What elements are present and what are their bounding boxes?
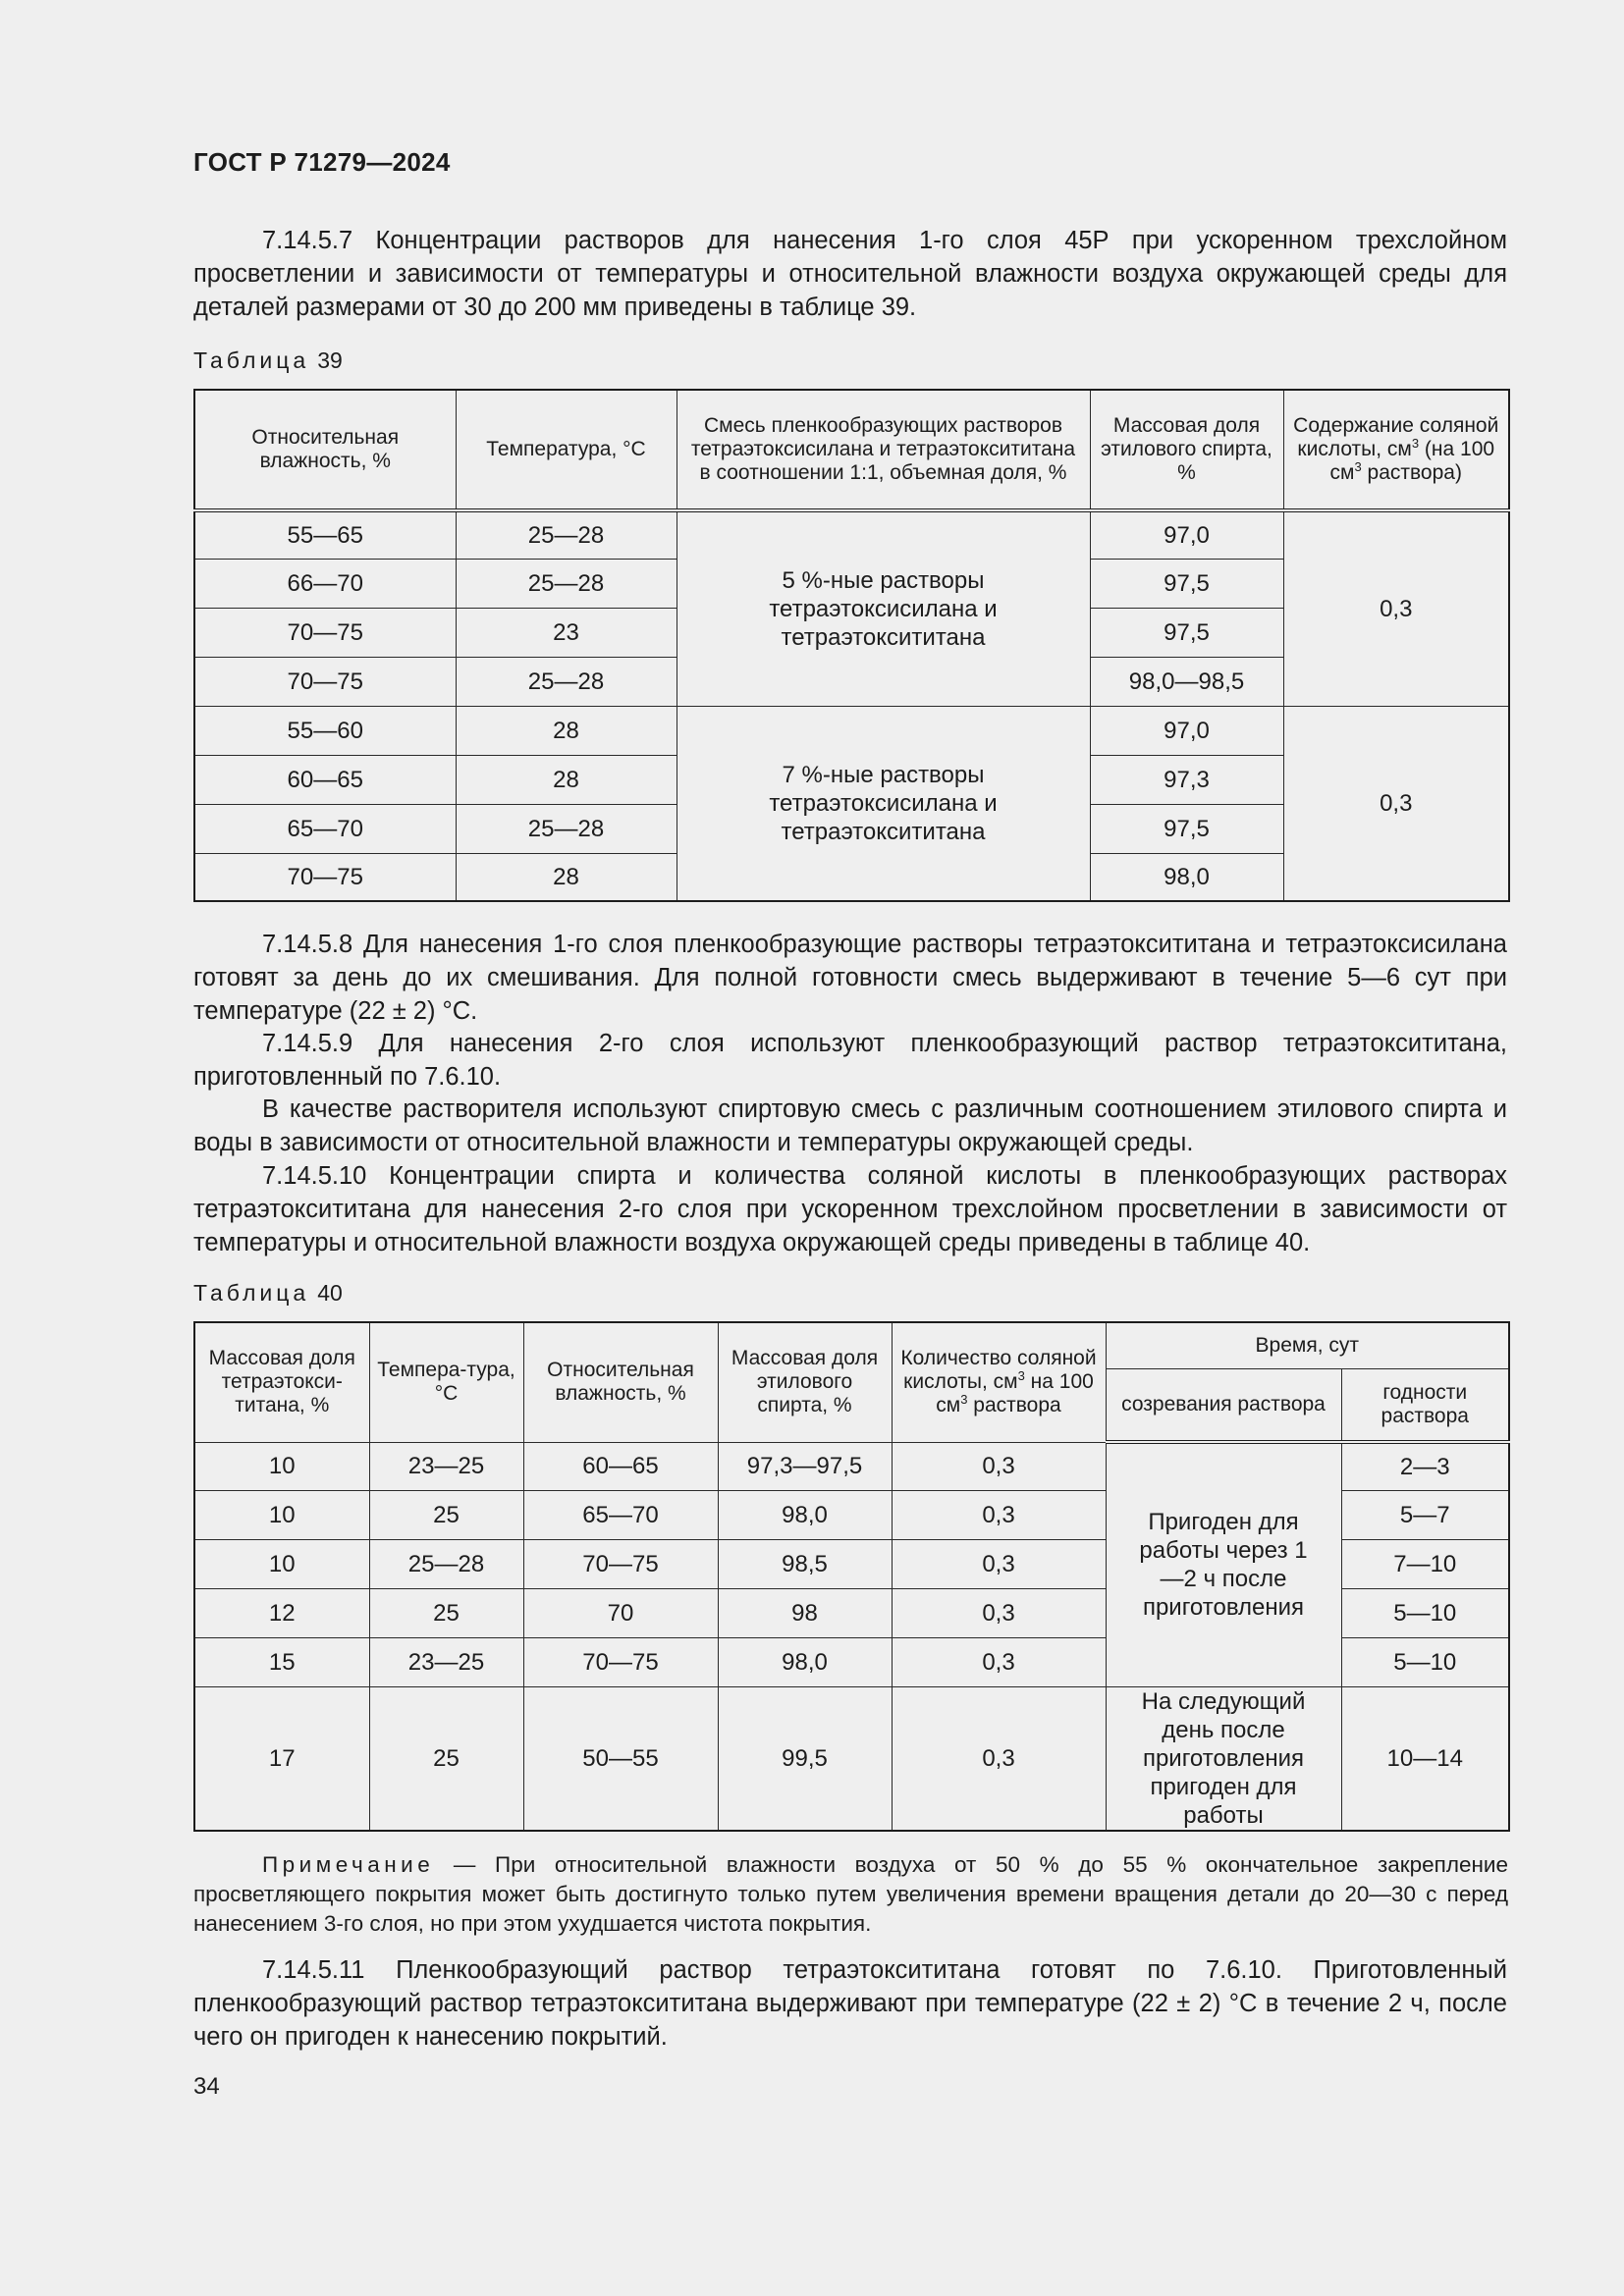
cell-alcohol: 97,5 (1090, 559, 1283, 608)
col-header-temperature: Температура, °С (456, 390, 677, 510)
table-caption-number: 40 (317, 1280, 343, 1306)
col-header-acid: Содержание соляной кислоты, $см^3$ (на 100 $см^3$ раствора) (1283, 390, 1509, 510)
cell-ti-share: 17 (194, 1686, 369, 1831)
col-header-temperature: Темпера-тура, °С (369, 1322, 523, 1442)
cell-mixture-group-2: 7 %-ные растворы тетраэтоксисилана и тетраэтоксититана (677, 706, 1090, 901)
table-row (194, 1442, 1509, 1490)
cell-alcohol: 98 (718, 1588, 892, 1637)
cell-alcohol: 97,3—97,5 (718, 1442, 892, 1490)
cell-usability: 5—10 (1341, 1588, 1509, 1637)
cell-temperature: 23 (456, 608, 677, 657)
cell-humidity: 66—70 (194, 559, 456, 608)
document-header: ГОСТ Р 71279—2024 (193, 147, 451, 177)
table-header-row (194, 1322, 1509, 1368)
page-number: 34 (193, 2073, 220, 2100)
table-39 (193, 389, 1510, 902)
cell-alcohol: 99,5 (718, 1686, 892, 1831)
cell-humidity: 70—75 (194, 608, 456, 657)
col-header-alcohol: Массовая доля этилового спирта, % (1090, 390, 1283, 510)
cell-temperature: 23—25 (369, 1442, 523, 1490)
cell-temperature: 25—28 (456, 804, 677, 853)
cell-acid: 0,3 (892, 1686, 1106, 1831)
table-note (193, 1850, 1508, 1939)
cell-alcohol: 98,0—98,5 (1090, 657, 1283, 706)
cell-alcohol: 97,3 (1090, 755, 1283, 804)
cell-temperature: 25 (369, 1490, 523, 1539)
cell-usability: 5—7 (1341, 1490, 1509, 1539)
paragraph-7-14-5-9: 7.14.5.9 Для нанесения 2-го слоя используют пленкообразующий раствор тетраэтоксититана, приготовленный по 7.6.10. (193, 1030, 1507, 1091)
cell-humidity: 60—65 (194, 755, 456, 804)
note-label: Примечание (262, 1852, 435, 1877)
paragraph-7-14-5-11: 7.14.5.11 Пленкообразующий раствор тетраэтоксититана готовят по 7.6.10. Приготовленный пленкообразующий раствор тетраэтоксититана выдерживают при температуре (22 ± 2) °С в течение 2 ч, после чего он пригоден к нанесению покрытий. (193, 1956, 1507, 2051)
cell-temperature: 28 (456, 853, 677, 901)
table-row (194, 510, 1509, 559)
cell-acid-group-1: 0,3 (1283, 510, 1509, 706)
cell-alcohol: 97,0 (1090, 510, 1283, 559)
note-text: — При относительной влажности воздуха от 50 % до 55 % окончательное закрепление просветляющего покрытия может быть достигнуто только путем увеличения времени вращения детали до 20—30 с перед нанесением 3-го слоя, но при этом ухудшается чистота покрытия. (193, 1852, 1508, 1936)
cell-usability: 7—10 (1341, 1539, 1509, 1588)
cell-temperature: 25—28 (456, 510, 677, 559)
cell-temperature: 23—25 (369, 1637, 523, 1686)
cell-ti-share: 10 (194, 1539, 369, 1588)
cell-alcohol: 98,0 (1090, 853, 1283, 901)
cell-acid: 0,3 (892, 1588, 1106, 1637)
cell-alcohol: 98,0 (718, 1637, 892, 1686)
cell-usability: 10—14 (1341, 1686, 1509, 1831)
cell-ti-share: 12 (194, 1588, 369, 1637)
table-caption-label: Таблица (193, 347, 310, 373)
col-header-ti-share: Массовая доля тетраэтокси-титана, % (194, 1322, 369, 1442)
table-caption-number: 39 (317, 347, 343, 373)
paragraph-7-14-5-8: 7.14.5.8 Для нанесения 1-го слоя пленкообразующие растворы тетраэтоксититана и тетраэтоксисилана готовят за день до их смешивания. Для полной готовности смесь выдерживают в течение 5—6 сут при температуре (22 ± 2) °С. (193, 931, 1507, 1025)
table-39-caption (193, 347, 343, 374)
cell-humidity: 70—75 (194, 853, 456, 901)
cell-humidity: 50—55 (523, 1686, 718, 1831)
cell-usability: 5—10 (1341, 1637, 1509, 1686)
cell-humidity: 55—65 (194, 510, 456, 559)
cell-ti-share: 15 (194, 1637, 369, 1686)
cell-maturation-group-1: Пригоден для работы через 1—2 ч после приготовления (1106, 1442, 1341, 1686)
col-header-humidity: Относительная влажность, % (523, 1322, 718, 1442)
cell-temperature: 25 (369, 1686, 523, 1831)
col-header-mixture: Смесь пленкообразующих растворов тетраэтоксисилана и тетраэтоксититана в соотношении 1:1, объемная доля, % (677, 390, 1090, 510)
cell-humidity: 70—75 (523, 1539, 718, 1588)
cell-alcohol: 98,0 (718, 1490, 892, 1539)
col-header-acid: Количество соляной кислоты, $см^3$ на 100 $см^3$ раствора (892, 1322, 1106, 1442)
cell-acid: 0,3 (892, 1490, 1106, 1539)
cell-acid: 0,3 (892, 1539, 1106, 1588)
cell-humidity: 65—70 (194, 804, 456, 853)
col-header-usability: годности раствора (1341, 1368, 1509, 1442)
cell-alcohol: 98,5 (718, 1539, 892, 1588)
paragraph-7-14-5-7: 7.14.5.7 Концентрации растворов для нанесения 1-го слоя 45Р при ускоренном трехслойном просветлении и зависимости от температуры и относительной влажности воздуха окружающей среды для деталей размерами от 30 до 200 мм приведены в таблице 39. (193, 227, 1507, 321)
cell-temperature: 28 (456, 755, 677, 804)
col-header-alcohol: Массовая доля этилового спирта, % (718, 1322, 892, 1442)
cell-acid: 0,3 (892, 1637, 1106, 1686)
paragraph-7-14-5-10: 7.14.5.10 Концентрации спирта и количества соляной кислоты в пленкообразующих растворах тетраэтоксититана для нанесения 2-го слоя при ускоренном трехслойном просветлении в зависимости от температуры и относительной влажности воздуха окружающей среды приведены в таблице 40. (193, 1162, 1507, 1256)
cell-humidity: 70 (523, 1588, 718, 1637)
paragraph-solvent: В качестве растворителя используют спиртовую смесь с различным соотношением этилового спирта и воды в зависимости от относительной влажности и температуры окружающей среды. (193, 1095, 1507, 1156)
col-header-humidity: Относительная влажность, % (194, 390, 456, 510)
cell-usability: 2—3 (1341, 1442, 1509, 1490)
cell-humidity: 65—70 (523, 1490, 718, 1539)
cell-temperature: 25—28 (456, 559, 677, 608)
table-row (194, 1686, 1509, 1831)
col-header-time: Время, сут (1106, 1322, 1509, 1368)
table-header-row (194, 390, 1509, 510)
table-row (194, 706, 1509, 755)
cell-temperature: 28 (456, 706, 677, 755)
cell-acid-group-2: 0,3 (1283, 706, 1509, 901)
cell-temperature: 25—28 (369, 1539, 523, 1588)
cell-mixture-group-1: 5 %-ные растворы тетраэтоксисилана и тетраэтоксититана (677, 510, 1090, 706)
cell-temperature: 25—28 (456, 657, 677, 706)
cell-humidity: 55—60 (194, 706, 456, 755)
cell-alcohol: 97,5 (1090, 608, 1283, 657)
table-40 (193, 1321, 1510, 1832)
cell-maturation-group-2: На следующий день после приготовления пригоден для работы (1106, 1686, 1341, 1831)
cell-alcohol: 97,0 (1090, 706, 1283, 755)
cell-temperature: 25 (369, 1588, 523, 1637)
table-40-caption (193, 1280, 343, 1307)
cell-ti-share: 10 (194, 1490, 369, 1539)
cell-acid: 0,3 (892, 1442, 1106, 1490)
col-header-maturation: созревания раствора (1106, 1368, 1341, 1442)
cell-humidity: 60—65 (523, 1442, 718, 1490)
table-caption-label: Таблица (193, 1280, 310, 1306)
cell-ti-share: 10 (194, 1442, 369, 1490)
cell-humidity: 70—75 (523, 1637, 718, 1686)
cell-humidity: 70—75 (194, 657, 456, 706)
cell-alcohol: 97,5 (1090, 804, 1283, 853)
